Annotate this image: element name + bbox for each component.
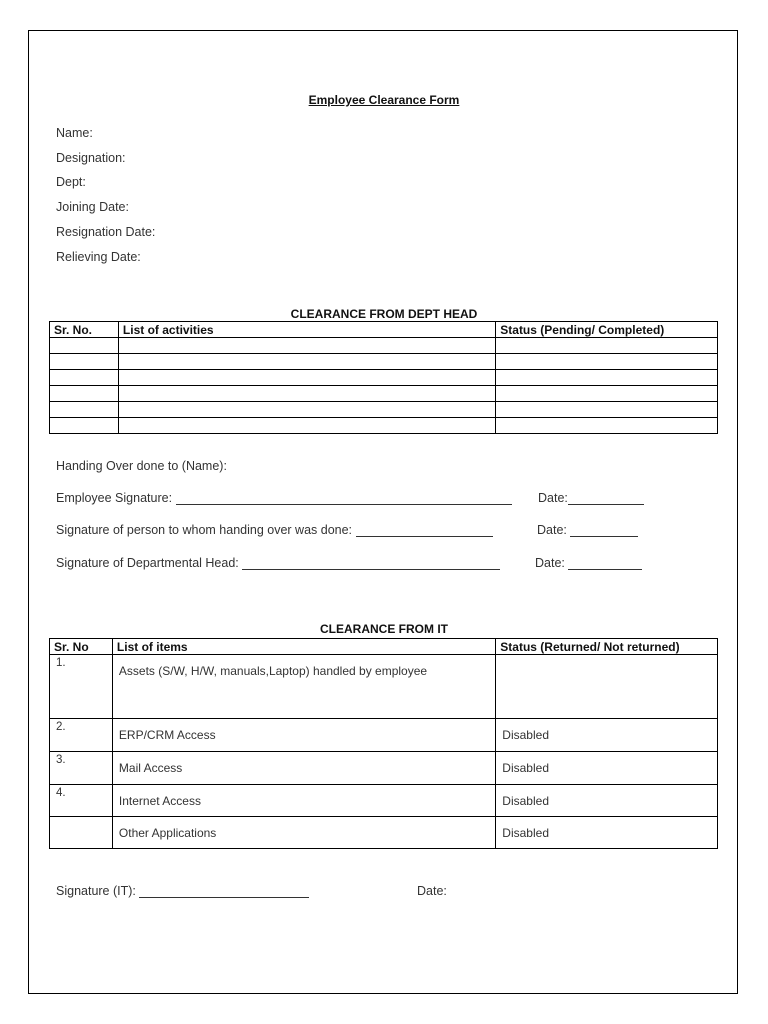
- it-signature-blank[interactable]: [139, 885, 309, 898]
- activities-header: List of activities: [118, 322, 495, 338]
- dept-clearance-table: [49, 321, 718, 434]
- status-cell[interactable]: Disabled: [496, 719, 718, 752]
- table-cell[interactable]: [118, 418, 495, 434]
- table-row: [50, 386, 718, 402]
- dept-head-signature-line: [56, 556, 500, 570]
- handover-signature-line: [56, 523, 493, 537]
- table-row: [50, 338, 718, 354]
- table-cell[interactable]: [118, 338, 495, 354]
- form-title: Employee Clearance Form: [308, 93, 460, 107]
- handover-signature-label: Signature of person to whom handing over was done:: [56, 523, 353, 537]
- relieving-date-field-label: Relieving Date:: [56, 250, 141, 264]
- items-header: List of items: [112, 639, 495, 655]
- it-signature-label: Signature (IT):: [56, 884, 136, 898]
- table-cell[interactable]: [50, 370, 119, 386]
- sr-no-cell: [50, 817, 113, 849]
- table-row: [50, 354, 718, 370]
- dept-head-signature-blank[interactable]: [242, 557, 500, 570]
- status-cell[interactable]: [496, 655, 718, 719]
- employee-signature-blank[interactable]: [176, 492, 512, 505]
- date-blank[interactable]: [570, 524, 638, 537]
- table-cell[interactable]: [50, 386, 119, 402]
- table-cell[interactable]: [118, 386, 495, 402]
- table-row: [50, 655, 718, 719]
- table-cell[interactable]: [496, 386, 718, 402]
- table-cell[interactable]: [118, 370, 495, 386]
- it-signature-date: Date:: [417, 884, 447, 898]
- table-cell[interactable]: [496, 418, 718, 434]
- table-header-row: [50, 639, 718, 655]
- dept-clearance-title: CLEARANCE FROM DEPT HEAD: [290, 307, 478, 321]
- item-cell: Internet Access: [112, 785, 495, 817]
- sr-no-cell: 3.: [50, 752, 113, 785]
- table-cell[interactable]: [496, 338, 718, 354]
- joining-date-field-label: Joining Date:: [56, 200, 129, 214]
- table-cell[interactable]: [496, 354, 718, 370]
- table-row: [50, 785, 718, 817]
- table-cell[interactable]: [50, 418, 119, 434]
- status-header: Status (Returned/ Not returned): [496, 639, 718, 655]
- employee-signature-date: [538, 491, 644, 505]
- table-header-row: [50, 322, 718, 338]
- table-cell[interactable]: [118, 402, 495, 418]
- handing-over-label: Handing Over done to (Name):: [56, 459, 227, 473]
- dept-field-label: Dept:: [56, 175, 86, 189]
- table-cell[interactable]: [496, 402, 718, 418]
- date-label: Date:: [535, 556, 565, 570]
- it-signature-line: [56, 884, 309, 898]
- handover-signature-date: [537, 523, 638, 537]
- status-cell[interactable]: Disabled: [496, 785, 718, 817]
- sr-no-cell: 1.: [50, 655, 113, 719]
- date-blank[interactable]: [568, 557, 642, 570]
- table-cell[interactable]: [50, 338, 119, 354]
- form-page: [28, 30, 738, 994]
- table-row: [50, 817, 718, 849]
- it-clearance-table: [49, 638, 718, 849]
- table-row: [50, 719, 718, 752]
- handover-signature-blank[interactable]: [356, 524, 493, 537]
- employee-signature-line: [56, 491, 512, 505]
- designation-field-label: Designation:: [56, 151, 126, 165]
- table-row: [50, 402, 718, 418]
- table-row: [50, 418, 718, 434]
- date-label: Date:: [538, 491, 568, 505]
- status-cell[interactable]: Disabled: [496, 817, 718, 849]
- name-field-label: Name:: [56, 126, 93, 140]
- dept-head-signature-label: Signature of Departmental Head:: [56, 556, 239, 570]
- sr-no-cell: 4.: [50, 785, 113, 817]
- date-label: Date:: [537, 523, 567, 537]
- sr-no-header: Sr. No.: [50, 322, 119, 338]
- table-cell[interactable]: [50, 402, 119, 418]
- item-cell: Other Applications: [112, 817, 495, 849]
- table-cell[interactable]: [50, 354, 119, 370]
- sr-no-cell: 2.: [50, 719, 113, 752]
- dept-head-signature-date: [535, 556, 642, 570]
- status-cell[interactable]: Disabled: [496, 752, 718, 785]
- table-row: [50, 752, 718, 785]
- sr-no-header: Sr. No: [50, 639, 113, 655]
- item-cell: ERP/CRM Access: [112, 719, 495, 752]
- table-row: [50, 370, 718, 386]
- it-clearance-title: CLEARANCE FROM IT: [320, 622, 448, 636]
- status-header: Status (Pending/ Completed): [496, 322, 718, 338]
- table-cell[interactable]: [496, 370, 718, 386]
- item-cell: Mail Access: [112, 752, 495, 785]
- table-cell[interactable]: [118, 354, 495, 370]
- item-cell: Assets (S/W, H/W, manuals,Laptop) handled by employee: [112, 655, 495, 719]
- date-blank[interactable]: [568, 492, 644, 505]
- employee-signature-label: Employee Signature:: [56, 491, 173, 505]
- resignation-date-field-label: Resignation Date:: [56, 225, 156, 239]
